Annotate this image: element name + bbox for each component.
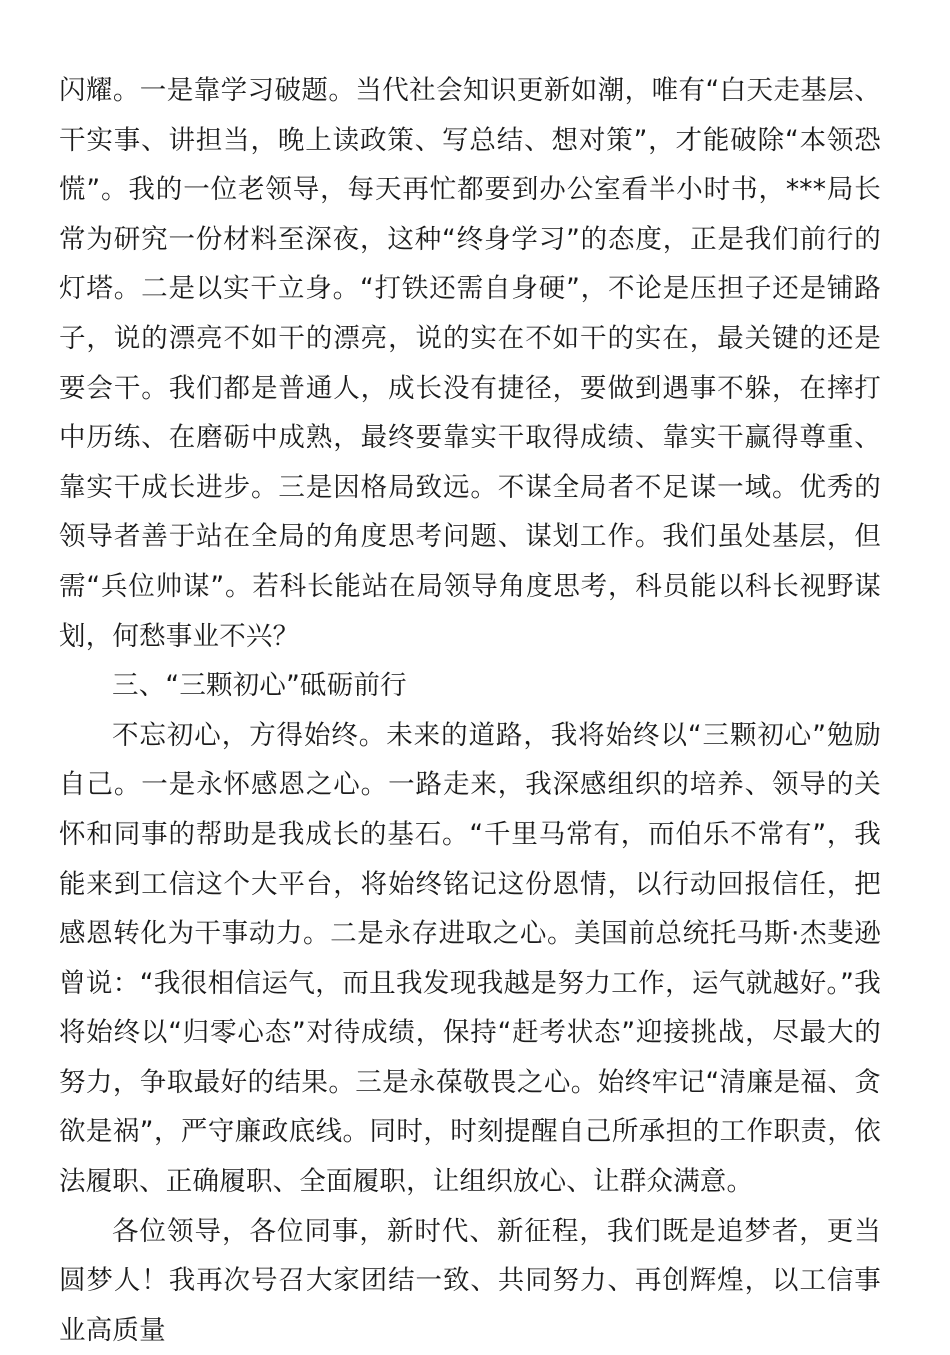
body-paragraph: 闪耀。一是靠学习破题。当代社会知识更新如潮，唯有“白天走基层、干实事、讲担当，晚上读政策、写总结、想对策”，才能破除“本领恐慌”。我的一位老领导，每天再忙都要到办公室看半小时书，***局长常为研究一份材料至深夜，这种“终身学习”的态度，正是我们前行的灯塔。二是以实干立身。“打铁还需自身硬”，不论是压担子还是铺路子，说的漂亮不如干的漂亮，说的实在不如干的实在，最关键的还是要会干。我们都是普通人，成长没有捷径，要做到遇事不躲，在摔打中历练、在磨砺中成熟，最终要靠实干取得成绩、靠实干赢得尊重、靠实干成长进步。三是因格局致远。不谋全局者不足谋一域。优秀的领导者善于站在全局的角度思考问题、谋划工作。我们虽处基层，但需“兵位帅谋”。若科长能站在局领导角度思考，科员能以科长视野谋划，何愁事业不兴？ (59, 75, 881, 652)
document-body (59, 66, 881, 1355)
section-heading: 三、“三颗初心”砥砺前行 (112, 670, 407, 702)
body-paragraph: 各位领导，各位同事，新时代、新征程，我们既是追梦者，更当圆梦人！我再次号召大家团结一致、共同努力、再创辉煌，以工信事业高质量 (59, 1215, 881, 1346)
body-paragraph: 不忘初心，方得始终。未来的道路，我将始终以“三颗初心”勉励自己。一是永怀感恩之心。一路走来，我深感组织的培养、领导的关怀和同事的帮助是我成长的基石。“千里马常有，而伯乐不常有”，我能来到工信这个大平台，将始终铭记这份恩情，以行动回报信任，把感恩转化为干事动力。二是永存进取之心。美国前总统托马斯·杰斐逊曾说：“我很相信运气，而且我发现我越是努力工作，运气就越好。”我将始终以“归零心态”对待成绩，保持“赶考状态”迎接挑战，尽最大的努力，争取最好的结果。三是永葆敬畏之心。始终牢记“清廉是福、贪欲是祸”，严守廉政底线。同时，时刻提醒自己所承担的工作职责，依法履职、正确履职、全面履职，让组织放心、让群众满意。 (59, 719, 881, 1198)
